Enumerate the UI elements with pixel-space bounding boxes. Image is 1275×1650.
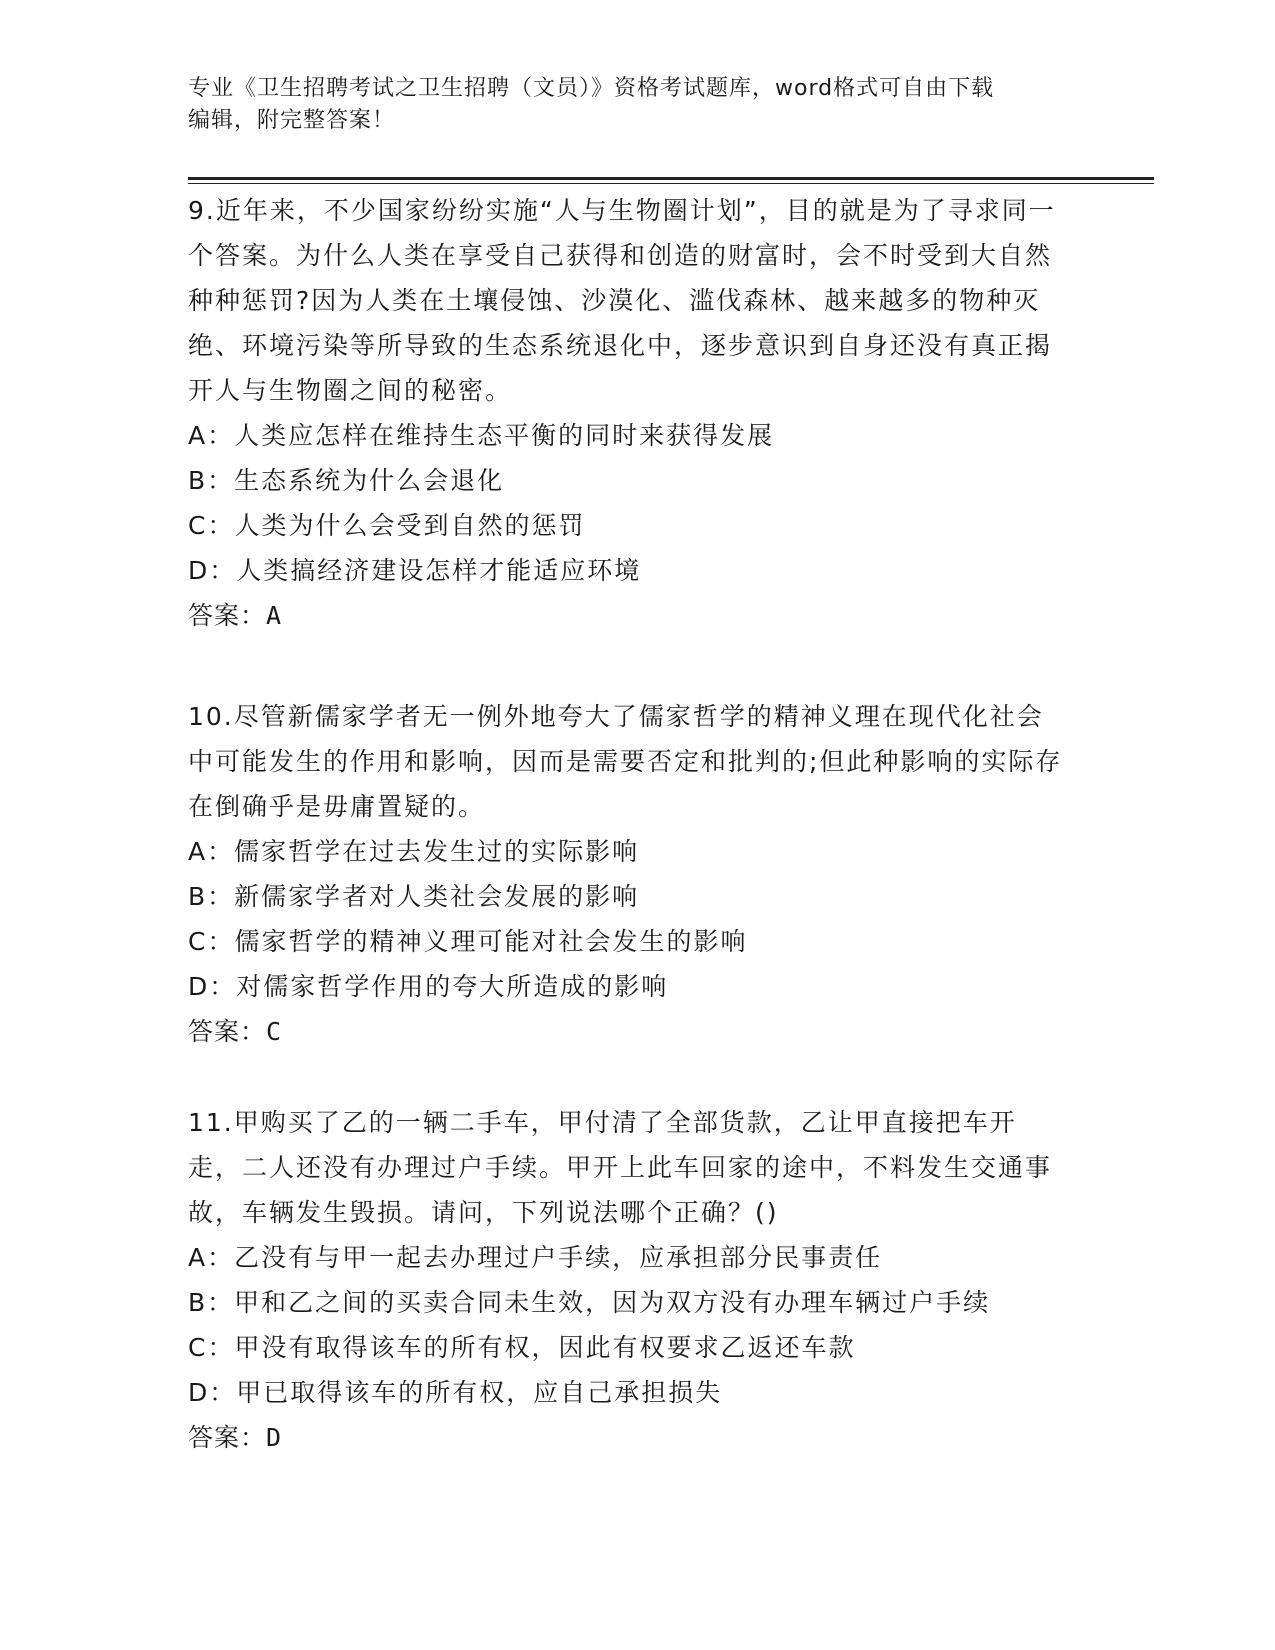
- header-divider-thin: [188, 183, 1154, 184]
- header-line-2: 编辑，附完整答案！: [188, 108, 396, 133]
- answer-value: C: [266, 1017, 283, 1046]
- question-stem: 10.尽管新儒家学者无一例外地夸大了儒家哲学的精神义理在现代化社会中可能发生的作用和影响，因而是需要否定和批判的;但此种影响的实际存在倒确乎是毋庸置疑的。: [188, 702, 1063, 821]
- option-c: C：人类为什么会受到自然的惩罚: [188, 511, 586, 540]
- answer-line: [188, 1415, 1068, 1460]
- question-10: [188, 694, 1068, 1054]
- option-a: A：乙没有与甲一起去办理过户手续，应承担部分民事责任: [188, 1243, 883, 1272]
- question-stem: 11.甲购买了乙的一辆二手车，甲付清了全部货款，乙让甲直接把车开走，二人还没有办理过户手续。甲开上此车回家的途中，不料发生交通事故，车辆发生毁损。请问，下列说法哪个正确？(): [188, 1108, 1053, 1227]
- question-11: [188, 1100, 1068, 1460]
- option-a: A：儒家哲学在过去发生过的实际影响: [188, 837, 640, 866]
- answer-line: [188, 593, 1068, 638]
- option-d: D：人类搞经济建设怎样才能适应环境: [188, 556, 642, 585]
- question-9: [188, 188, 1068, 638]
- option-b: B：甲和乙之间的买卖合同未生效，因为双方没有办理车辆过户手续: [188, 1288, 991, 1317]
- answer-value: D: [266, 1423, 283, 1452]
- answer-label: 答案：: [188, 1017, 267, 1046]
- option-c: C：甲没有取得该车的所有权，因此有权要求乙返还车款: [188, 1333, 856, 1362]
- header-line-1: 专业《卫生招聘考试之卫生招聘（文员）》资格考试题库，word格式可自由下载: [188, 76, 995, 101]
- document-header: [188, 73, 1068, 137]
- question-stem: 9.近年来，不少国家纷纷实施“人与生物圈计划”，目的就是为了寻求同一个答案。为什么人类在享受自己获得和创造的财富时，会不时受到大自然种种惩罚?因为人类在土壤侵蚀、沙漠化、滥伐森林、越来越多的物种灭绝、环境污染等所导致的生态系统退化中，逐步意识到自身还没有真正揭开人与生物圈之间的秘密。: [188, 196, 1056, 405]
- option-b: B：生态系统为什么会退化: [188, 466, 505, 495]
- answer-value: A: [266, 601, 283, 630]
- option-c: C：儒家哲学的精神义理可能对社会发生的影响: [188, 927, 748, 956]
- answer-label: 答案：: [188, 601, 267, 630]
- header-divider-thick: [188, 177, 1154, 180]
- option-d: D：甲已取得该车的所有权，应自己承担损失: [188, 1378, 723, 1407]
- option-b: B：新儒家学者对人类社会发展的影响: [188, 882, 640, 911]
- answer-line: [188, 1009, 1068, 1054]
- option-d: D：对儒家哲学作用的夸大所造成的影响: [188, 972, 669, 1001]
- answer-label: 答案：: [188, 1423, 267, 1452]
- option-a: A：人类应怎样在维持生态平衡的同时来获得发展: [188, 421, 775, 450]
